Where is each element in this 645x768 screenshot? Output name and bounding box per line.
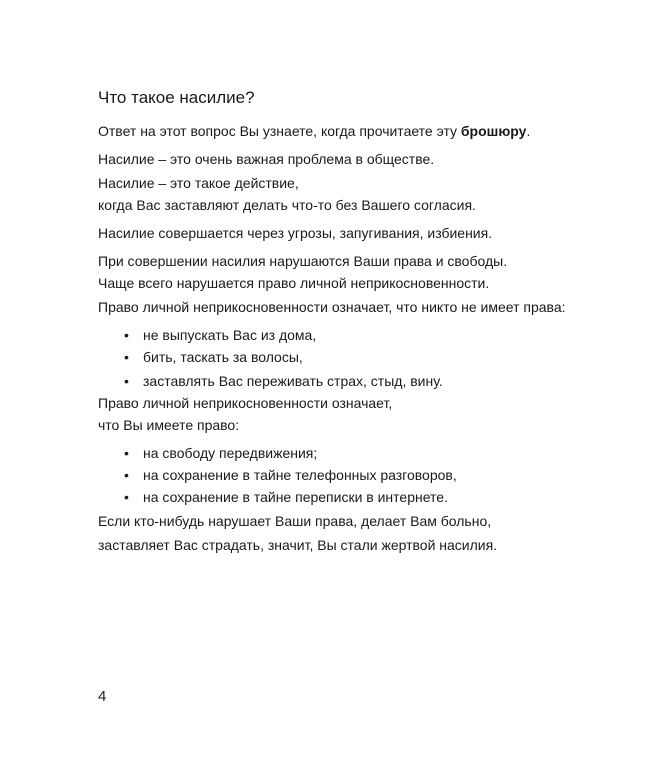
intro-paragraph — [98, 122, 530, 140]
bullet-icon: • — [124, 467, 129, 483]
bullet-icon: • — [124, 327, 129, 343]
means-line: Насилие совершается через угрозы, запугивания, избиения. — [98, 225, 493, 241]
page-title: Что такое насилие? — [98, 88, 255, 107]
page-number: 4 — [98, 688, 107, 705]
list-item — [124, 326, 316, 344]
you-have-line-1: Право личной неприкосновенности означает, — [98, 395, 393, 411]
list-item-text: заставлять Вас переживать страх, стыд, вину. — [143, 373, 443, 389]
conclusion-line-1: Если кто-нибудь нарушает Ваши права, делает Вам больно, — [98, 513, 492, 529]
list-item-text: не выпускать Вас из дома, — [143, 327, 317, 343]
conclusion-line-2: заставляет Вас страдать, значит, Вы стали жертвой насилия. — [98, 537, 498, 553]
bullet-icon: • — [124, 349, 129, 365]
bullet-icon: • — [124, 373, 129, 389]
list-item — [124, 466, 457, 484]
intro-text: Ответ на этот вопрос Вы узнаете, когда прочитаете эту — [98, 123, 461, 139]
list-item — [124, 372, 443, 390]
bullet-icon: • — [124, 489, 129, 505]
definition-line-1: Насилие – это очень важная проблема в обществе. — [98, 151, 435, 167]
you-have-line-2: что Вы имеете право: — [98, 417, 240, 433]
intro-bold-word: брошюру — [460, 123, 527, 139]
bullet-icon: • — [124, 445, 129, 461]
list-item — [124, 488, 448, 506]
rights-line-2: Чаще всего нарушается право личной неприкосновенности. — [98, 275, 490, 291]
definition-line-3: когда Вас заставляют делать что-то без Вашего согласия. — [98, 197, 476, 213]
list-item-text: бить, таскать за волосы, — [143, 349, 303, 365]
intro-period: . — [526, 123, 531, 139]
list-item-text: на сохранение в тайне телефонных разговоров, — [143, 467, 457, 483]
rights-line-3: Право личной неприкосновенности означает, что никто не имеет права: — [98, 299, 566, 315]
definition-line-2: Насилие – это такое действие, — [98, 175, 299, 191]
list-item — [124, 348, 303, 366]
list-item — [124, 444, 317, 462]
rights-line-1: При совершении насилия нарушаются Ваши права и свободы. — [98, 253, 508, 269]
list-item-text: на сохранение в тайне переписки в интернете. — [143, 489, 448, 505]
list-item-text: на свободу передвижения; — [143, 445, 318, 461]
